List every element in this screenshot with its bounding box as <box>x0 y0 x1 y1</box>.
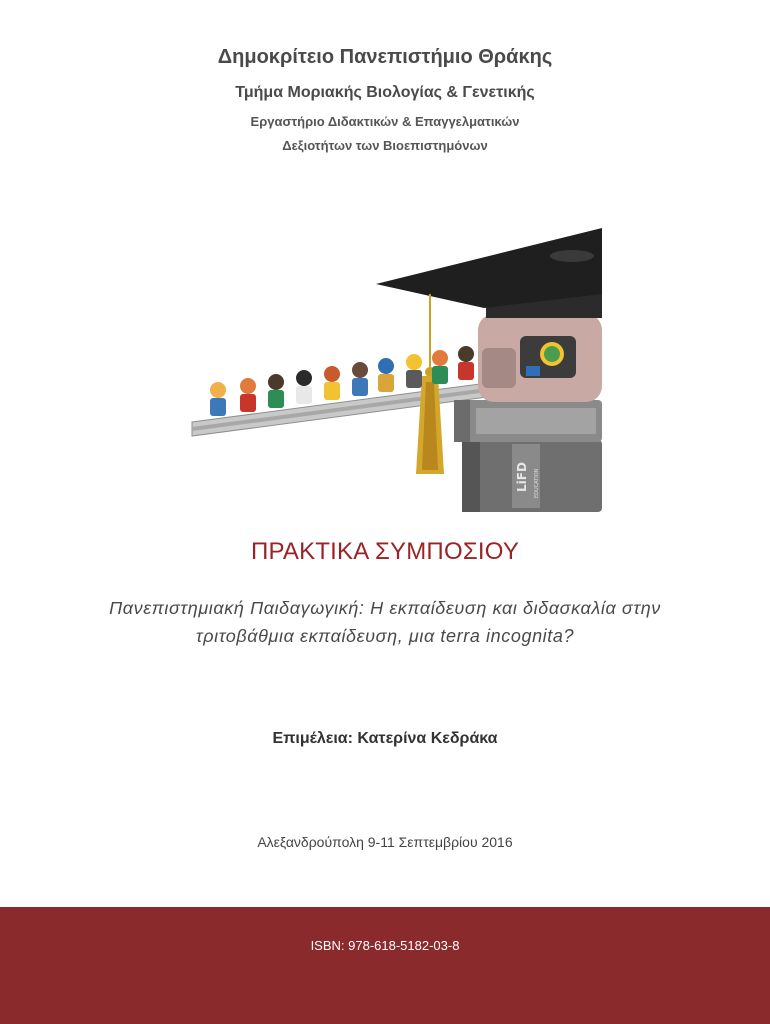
figure <box>352 362 368 396</box>
footer-band <box>0 907 770 1024</box>
book-spine-sublabel: EDUCATION <box>534 468 540 498</box>
document-title: ΠΡΑΚΤΙΚΑ ΣΥΜΠΟΣΙΟΥ <box>250 538 520 565</box>
place-date: Αλεξανδρούπολη 9-11 Σεπτεμβρίου 2016 <box>257 834 513 850</box>
figure <box>432 350 448 384</box>
editor-credit: Επιμέλεια: Κατερίνα Κεδράκα <box>272 730 498 747</box>
lab-name-line1: Εργαστήριο Διδακτικών & Επαγγελματικών <box>250 114 520 129</box>
figure <box>458 346 474 380</box>
subtitle-line2: τριτοβάθμια εκπαίδευση, μια terra incognita? <box>195 626 575 646</box>
university-name: Δημοκρίτειο Πανεπιστήμιο Θράκης <box>217 46 553 68</box>
book-spine-label: LiFD <box>515 462 529 492</box>
figure <box>296 370 312 404</box>
lab-name-line2: Δεξιοτήτων των Βιοεπιστημόνων <box>282 138 488 153</box>
figure <box>268 374 284 408</box>
figure <box>406 354 422 388</box>
subtitle-line1: Πανεπιστημιακή Παιδαγωγική: Η εκπαίδευση και διδασκαλία στην <box>109 598 661 618</box>
book-stack <box>454 400 602 512</box>
figure <box>324 366 340 400</box>
isbn-text: ISBN: 978-618-5182-03-8 <box>310 938 460 953</box>
figure <box>378 358 394 392</box>
department-name: Τμήμα Μοριακής Βιολογίας & Γενετικής <box>235 84 535 101</box>
machine-body <box>478 314 602 402</box>
figure <box>240 378 256 412</box>
cover-illustration <box>186 222 606 514</box>
figure <box>210 382 226 416</box>
